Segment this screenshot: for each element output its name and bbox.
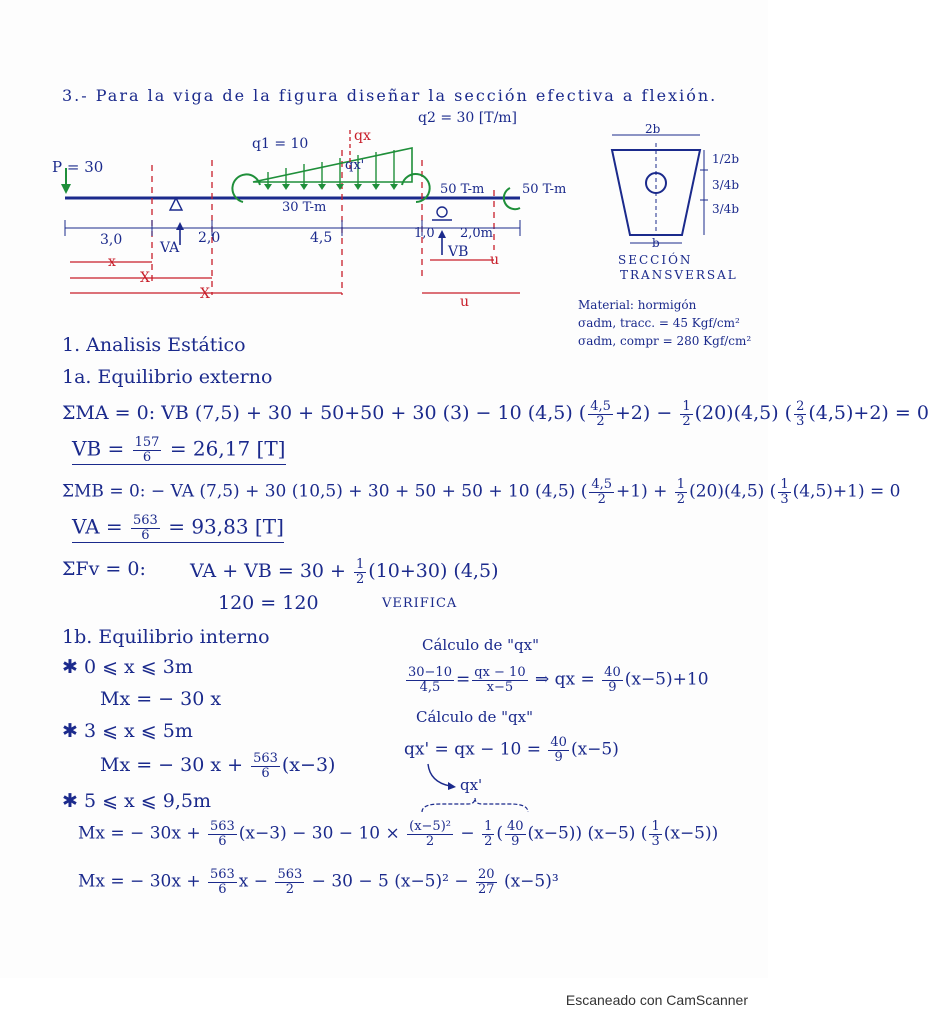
moment-eq-2-part2: (x−3) (281, 754, 336, 777)
section-bottom-width: b (652, 236, 660, 250)
verifica-label: VERIFICA (382, 596, 458, 611)
moment-eq-3-part5: (x−5)) (x−5) ( (527, 823, 648, 844)
fraction-45-2-b: $\frac{4,5}{2}$ (591, 477, 613, 507)
calc-qxp-part1: qx' = qx − 10 = (404, 739, 547, 760)
fraction-40-9-c: $\frac{40}{9}$ (506, 819, 524, 849)
equation-sum-mb-part2: +1) + (616, 481, 673, 502)
result-va-rhs: = 93,83 [T] (168, 514, 284, 539)
equation-sum-ma-part4: (4,5)+2) = 0 (808, 402, 929, 425)
moment-eq-4 (78, 868, 559, 896)
fraction-one-half: $\frac{1}{2}$ (682, 399, 691, 429)
equation-sum-fv-part2: (10+30) (4,5) (368, 560, 499, 583)
fraction-45-2: $\frac{4,5}{2}$ (590, 399, 611, 429)
x-label-2: X (140, 270, 150, 286)
fraction-one-half-d: $\frac{1}{2}$ (484, 819, 493, 849)
calc-qxp-title: Cálculo de "qx" (416, 708, 533, 726)
fraction-x52-2: $\frac{\text{(x−5)²}}{2}$ (409, 819, 451, 849)
moment-eq-3-part3: − (455, 823, 481, 844)
moment-eq-4-part2: x − (238, 871, 274, 892)
equation-sum-ma (62, 400, 929, 428)
footer-bar (0, 978, 768, 1024)
x-label-1: x (108, 254, 116, 270)
moment-eq-4-part3: − 30 − 5 (x−5)² − (306, 871, 474, 892)
moment-50-right-label: 50 T-m (522, 182, 567, 197)
fraction-two-thirds: $\frac{2}{3}$ (796, 399, 805, 429)
fraction-40-9: $\frac{40}{9}$ (604, 665, 621, 695)
fraction-20-27: $\frac{20}{27}$ (478, 867, 495, 897)
material-line-2: σadm, tracc. = 45 Kgf/cm² (578, 316, 740, 330)
fraction-40-9-b: $\frac{40}{9}$ (550, 735, 567, 765)
heading-internal-equilibrium: 1b. Equilibrio interno (62, 626, 270, 648)
load-p-label: P = 30 (52, 158, 104, 176)
reaction-b-label: VB (448, 244, 469, 260)
x-label-3: X (200, 286, 210, 302)
moment-eq-3-part1: Mx = − 30x + (78, 823, 206, 844)
moment-eq-3-part4: ( (496, 823, 503, 844)
fraction-563-6-b: $\frac{563}{6}$ (253, 751, 278, 781)
calc-qx-equals: = (455, 669, 471, 690)
moment-eq-1: Mx = − 30 x (100, 688, 222, 710)
range-3: ✱ 5 ⩽ x ⩽ 9,5m (62, 790, 211, 812)
calc-qx-tail: (x−5)+10 (624, 669, 709, 690)
dim-label-3: 4,5 (310, 230, 333, 246)
moment-eq-2-part1: Mx = − 30 x + (100, 754, 250, 777)
arrow-to-qxp (420, 762, 460, 792)
equation-sum-fv-lhs: ΣFv = 0: (62, 558, 146, 580)
result-va-lhs: VA = (72, 514, 123, 539)
fraction-30m10: $\frac{30-10}{4,5}$ (408, 665, 452, 695)
equation-sum-mb (62, 478, 900, 506)
calc-qx-equation (404, 666, 709, 694)
calc-qxp-equation (404, 736, 619, 764)
moment-eq-4-part4: (x−5)³ (498, 871, 559, 892)
section-dim-mid: 3/4b (712, 178, 739, 192)
range-2: ✱ 3 ⩽ x ⩽ 5m (62, 720, 193, 742)
moment-eq-3-part6: (x−5)) (663, 823, 719, 844)
section-dim-bot: 3/4b (712, 202, 739, 216)
brace-over-qxp (420, 796, 530, 814)
moment-eq-3-part2: (x−3) − 30 − 10 × (238, 823, 406, 844)
equation-check: 120 = 120 (218, 592, 319, 614)
heading-external-equilibrium: 1a. Equilibrio externo (62, 366, 273, 388)
moment-50-mid-label: 50 T-m (440, 182, 485, 197)
fraction-563-6: $\frac{563}{6}$ (133, 513, 158, 543)
equation-sum-ma-part2: +2) − (614, 402, 679, 425)
section-caption-2: TRANSVERSAL (620, 268, 738, 282)
equation-sum-fv (190, 558, 498, 586)
material-line-3: σadm, compr = 280 Kgf/cm² (578, 334, 752, 348)
section-dim-top: 1/2b (712, 152, 739, 166)
fraction-one-third: $\frac{1}{3}$ (780, 477, 789, 507)
fraction-one-half-c: $\frac{1}{2}$ (356, 557, 365, 587)
calc-qx-implies: ⇒ qx = (535, 669, 601, 690)
fraction-157-6: $\frac{157}{6}$ (134, 435, 160, 465)
brace-label: qx' (460, 776, 483, 794)
u-label-2: u (460, 294, 470, 310)
q1-label: q1 = 10 (252, 136, 309, 152)
dim-label-5: 2,0m (460, 226, 494, 241)
result-vb-rhs: = 26,17 [T] (169, 436, 286, 461)
camscanner-footer: Escaneado con CamScanner (565, 992, 748, 1008)
calc-qx-title: Cálculo de "qx" (422, 636, 539, 654)
moment-eq-3 (78, 820, 718, 848)
equation-sum-mb-part4: (4,5)+1) = 0 (792, 481, 901, 502)
u-label-1: u (490, 252, 500, 268)
qx-prime-label: qx' (345, 158, 365, 173)
heading-static-analysis: 1. Analisis Estático (62, 334, 246, 356)
calc-qxp-part2: (x−5) (570, 739, 619, 760)
section-caption-1: SECCIÓN (618, 253, 693, 267)
fraction-one-half-b: $\frac{1}{2}$ (676, 477, 686, 507)
dim-label-2: 2,0 (198, 230, 221, 246)
moment-eq-2 (100, 752, 335, 780)
fraction-one-third-b: $\frac{1}{3}$ (651, 819, 660, 849)
equation-sum-ma-part3: (20)(4,5) ( (694, 402, 793, 425)
equation-sum-mb-part3: (20)(4,5) ( (689, 481, 777, 502)
dim-label-4: 1,0 (414, 226, 435, 241)
q2-label: q2 = 30 [T/m] (418, 110, 518, 126)
result-va (72, 514, 284, 543)
equation-sum-fv-part1: VA + VB = 30 + (190, 560, 353, 583)
equation-sum-ma-part1: ΣMA = 0: VB (7,5) + 30 + 50+50 + 30 (3) − 10 (4,5) ( (62, 402, 587, 425)
fraction-563-6-c: $\frac{563}{6}$ (209, 819, 235, 849)
qx-label: qx (354, 128, 371, 144)
result-vb-lhs: VB = (72, 436, 125, 461)
fraction-qx10: $\frac{qx - 10}{x-5}$ (474, 665, 526, 695)
reaction-a-label: VA (160, 240, 180, 256)
fraction-563-6-d: $\frac{563}{6}$ (209, 867, 235, 897)
dim-label-1: 3,0 (100, 232, 123, 248)
section-top-width: 2b (645, 122, 661, 136)
moment-30-label: 30 T-m (282, 200, 327, 215)
problem-title: 3.- Para la viga de la figura diseñar la sección efectiva a flexión. (62, 86, 718, 105)
equation-sum-mb-part1: ΣMB = 0: − VA (7,5) + 30 (10,5) + 30 + 50 + 50 + 10 (4,5) ( (62, 481, 588, 502)
moment-eq-4-part1: Mx = − 30x + (78, 871, 206, 892)
result-vb (72, 436, 286, 465)
range-1: ✱ 0 ⩽ x ⩽ 3m (62, 656, 193, 678)
material-line-1: Material: hormigón (578, 298, 697, 312)
fraction-563-2: $\frac{563}{2}$ (277, 867, 303, 897)
